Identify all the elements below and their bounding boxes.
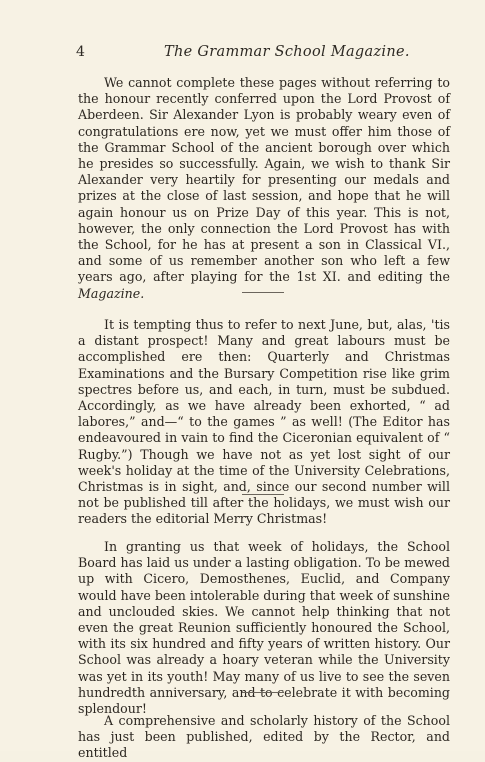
paragraph-text: We cannot complete these pages without referring to the honour recently conferred upon the Lord Provost of Aberdeen. Sir Alexander Lyon is probably weary even of congratulations ere now, yet we must offer him those of the Grammar School of the ancient borough over which he presides so successfully. Again, we wish to thank Sir Alexander very heartily for presenting our medals and prizes at the close of last session, and hope that he will again honour us on Prize Day of this year. This is not, however, the only connection the Lord Provost has with the School, for he has at present a son in Classical VI., and some of us remember another son who left a few years ago, after playing for the 1st XI. and editing the [78, 75, 450, 285]
paragraph-text: In granting us that week of holidays, the School Board has laid us under a lasting obligation. To be mewed up with Cicero, Demosthenes, Euclid, and Company would have been intolerable during that week of sunshine and unclouded skies. We cannot help thinking that not even the great Reunion sufficiently honoured the School, with its six hundred and fifty years of written history. Our School was already a hoary veteran while the University was yet in its youth! May many of us live to see the seven hundredth anniversary, and to celebrate it with becoming splendour! [78, 539, 450, 717]
paragraph-lord-provost [78, 75, 450, 302]
paragraph-holidays [78, 539, 450, 717]
magazine-title-italic: Magazine. [78, 285, 145, 301]
paragraph-school-history [78, 713, 450, 762]
paragraph-christmas [78, 317, 450, 528]
running-title: The Grammar School Magazine. [164, 44, 410, 60]
paragraph-text: It is tempting thus to refer to next June, but, alas, 'tis a distant prospect! Many and great labours must be accomplished ere then: Quarterly and Christmas Examinations and the Bursary Competition rise like grim spectres before us, and each, in turn, must be subdued. Accordingly, as we have already been exhorted, “ ad labores,” and—“ to the games ” as well! (The Editor has endeavoured in vain to find the Ciceronian equivalent of “ Rugby.”) Though we have not as yet lost sight of our week's holiday at the time of the University Celebrations, Christmas is in sight, and, since our second number will not be published till after the holidays, we must wish our readers the editorial Merry Christmas! [78, 317, 450, 527]
section-divider [242, 494, 284, 495]
page-number: 4 [76, 44, 85, 60]
page-header [64, 44, 436, 64]
section-divider [242, 692, 284, 693]
section-divider [242, 292, 284, 293]
paragraph-text: A comprehensive and scholarly history of the School has just been published, edited by the Rector, and entitled [78, 713, 450, 761]
